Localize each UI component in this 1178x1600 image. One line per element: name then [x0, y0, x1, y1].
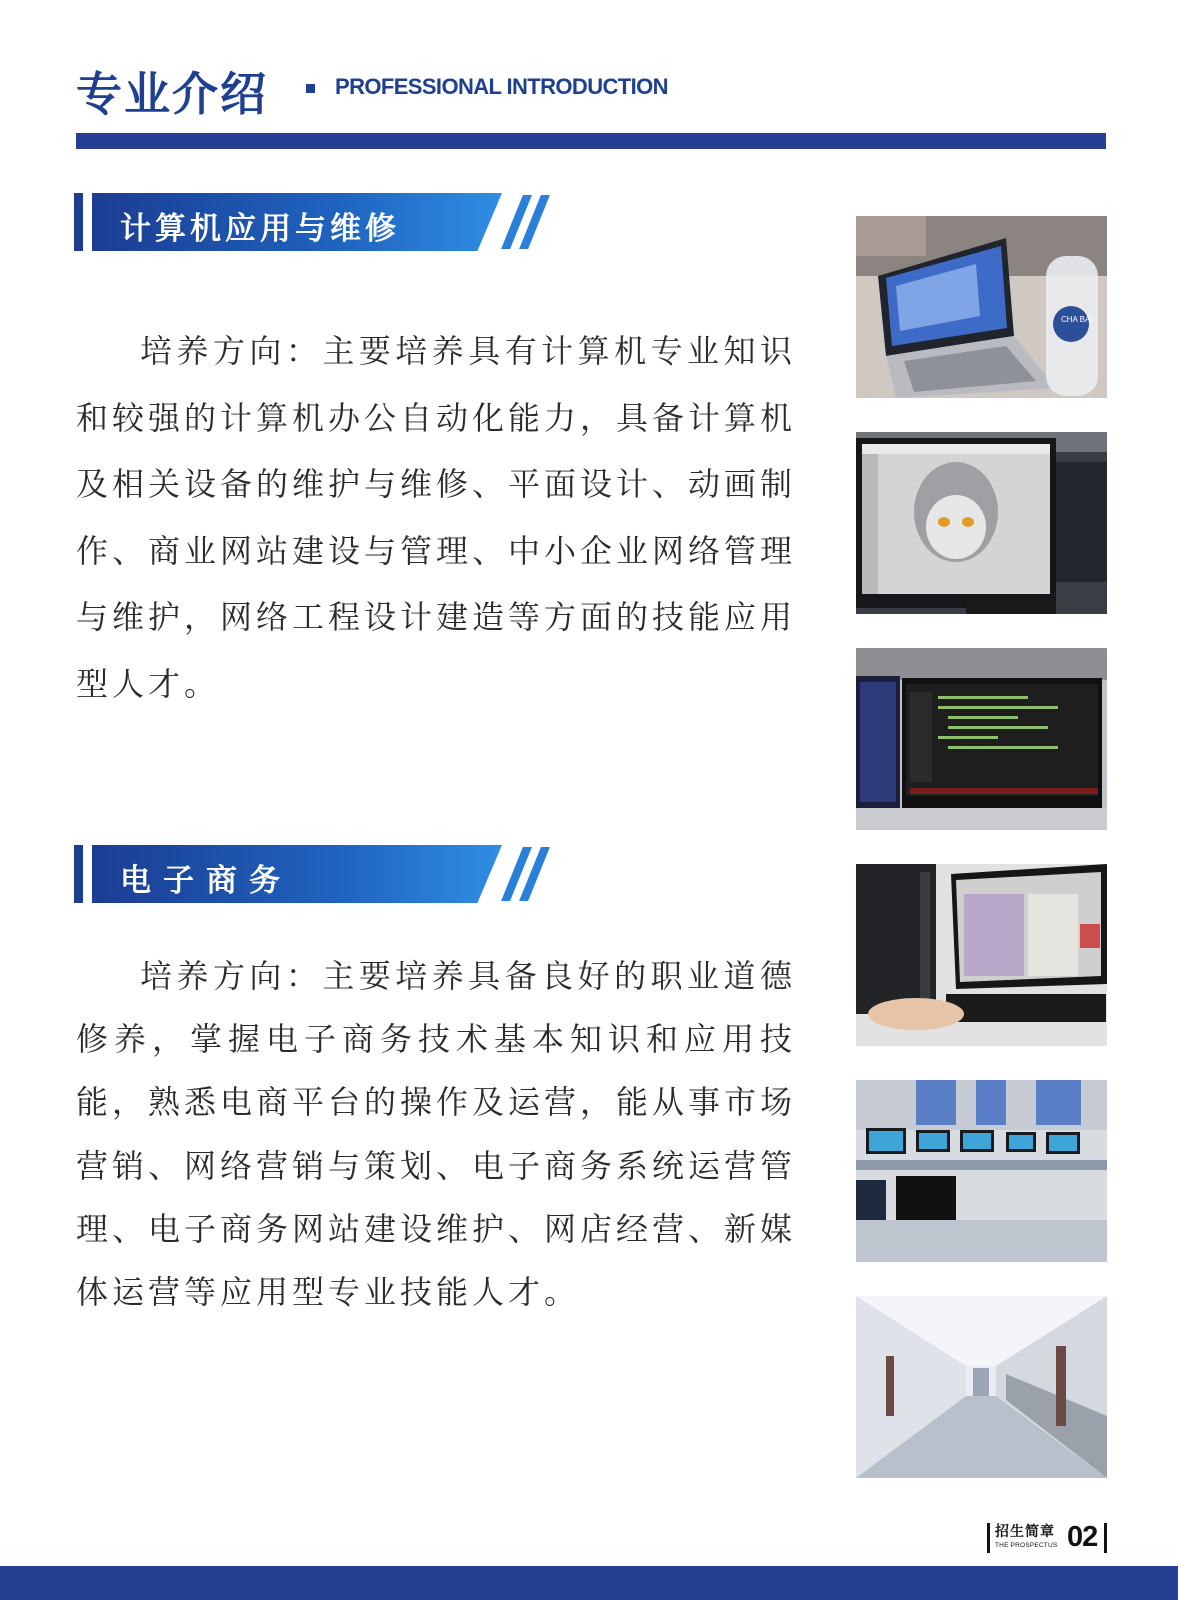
- photo-digital-painting: [856, 864, 1107, 1046]
- photo-computer-lab: [856, 1080, 1107, 1262]
- footer-brand: 招生简章: [995, 1524, 1055, 1540]
- page-subtitle: PROFESSIONAL INTRODUCTION: [335, 74, 668, 99]
- page-title: 专业介绍: [76, 67, 268, 121]
- footer-brand-en: THE PROSPECTUS: [995, 1542, 1058, 1549]
- section-heading: 电子商务: [120, 863, 292, 899]
- section-banner-ecommerce: [74, 845, 544, 903]
- title-rule: [76, 133, 1106, 149]
- photo-laptop: [856, 216, 1107, 398]
- corridor-image: [856, 1296, 1107, 1478]
- section-description: 培养方向：主要培养具备良好的职业道德修养，掌握电子商务技术基本知识和应用技能，熟悉电商平台的操作及运营，能从事市场营销、网络营销与策划、电子商务系统运营管理、电子商务网站建设维护、网店经营、新媒体运营等应用型专业技能人才。: [76, 957, 797, 1312]
- page-number: 02: [1067, 1521, 1098, 1553]
- title-separator-dot: [306, 84, 315, 93]
- anime-drawing-image: [856, 432, 1107, 614]
- footer-divider: [987, 1523, 990, 1553]
- photo-anime-drawing: [856, 432, 1107, 614]
- banner-lead-bar: [74, 193, 83, 251]
- banner-lead-bar: [74, 845, 83, 903]
- footer-divider: [1104, 1523, 1107, 1553]
- digital-painting-image: [856, 864, 1107, 1046]
- laptop-image: [856, 216, 1107, 398]
- code-editor-image: [856, 648, 1107, 830]
- photo-corridor: [856, 1296, 1107, 1478]
- footer-brand-mark: [987, 1521, 1107, 1557]
- photo-code-editor: [856, 648, 1107, 830]
- footer-bar: [0, 1566, 1178, 1600]
- section-heading: 计算机应用与维修: [120, 211, 400, 247]
- section-banner-computer: [74, 193, 544, 251]
- cup-text: CHA BAI: [1061, 315, 1093, 324]
- section-description: 培养方向：主要培养具有计算机专业知识和较强的计算机办公自动化能力，具备计算机及相关设备的维护与维修、平面设计、动画制作、商业网站建设与管理、中小企业网络管理与维护，网络工程设计建造等方面的技能应用型人才。: [76, 332, 797, 703]
- computer-lab-image: [856, 1080, 1107, 1262]
